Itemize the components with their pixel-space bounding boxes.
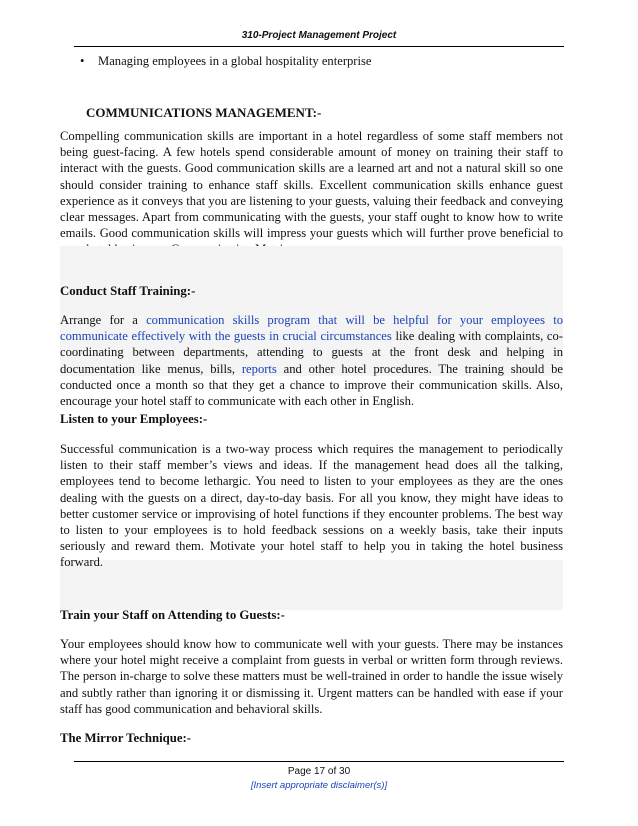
training-text-start: Arrange for a: [60, 313, 147, 327]
training-text-middle: like dealing with complaints, co-coordinating between departments, attending to guests at the front desk and helping in documentation like menus, bills,: [60, 329, 563, 376]
bullet-icon: •: [80, 54, 85, 68]
heading-mirror-technique: The Mirror Technique:-: [60, 731, 192, 745]
listen-paragraph: Successful communication is a two-way process which requires the management to periodically listen to their staff member’s views and ideas. If the management head does all the talking, employees tend to become lethargic. You need to listen to your employees as they are the ones dealing with the guests on a direct, day-to-day basis. For all you know, they might have ideas to better customer service or improvising of hotel functions if they encounter problems. The best way to listen to your employees is to hold feedback sessions on a weekly basis, take their inputs seriously and reward them. Motivate your hotel staff to help you in taking the hotel business forward.: [60, 442, 563, 570]
reports-link[interactable]: reports: [241, 361, 277, 376]
section-title-communications: COMMUNICATIONS MANAGEMENT:-: [86, 105, 322, 120]
communication-program-link[interactable]: communication skills program that will be helpful for your employees to communicate effectively with the guests in crucial circumstances: [60, 313, 563, 344]
bullet-text: Managing employees in a global hospitality enterprise: [98, 54, 372, 68]
heading-staff-training: Conduct Staff Training:-: [60, 284, 196, 298]
bullet-item: [80, 54, 372, 69]
page-number: Page 17 of 30: [287, 766, 351, 777]
footer-disclaimer: [Insert appropriate disclaimer(s)]: [250, 780, 388, 791]
training-paragraph: [60, 312, 563, 409]
communications-paragraph: Compelling communication skills are important in a hotel regardless of some staff members not being guest-facing. A few hotels spend considerable amount of money on training their staff to interact with the guests. Good communication skills are a learned art and not a natural skill so one should consider training to enhance staff skills. Excellent communication skills enhance guest experience as it conveys that you are listening to your guests, valuing their feedback and conveying clear messages. Apart from communicating with the guests, your staff ought to know how to write emails. Good communication skills will impress your guests which will further prove beneficial to: [60, 129, 563, 241]
heading-train-guests: Train your Staff on Attending to Guests:-: [60, 608, 285, 622]
page-header: 310-Project Management Project: [241, 30, 397, 41]
header-divider: [74, 46, 564, 47]
footer-divider: [74, 761, 564, 762]
training-text-end: and other hotel procedures. The training should be conducted once a month so that they get a chance to improve their communication skills. Also, encourage your hotel staff to communicate with each other in English.: [60, 361, 563, 409]
train-guests-paragraph: Your employees should know how to communicate well with your guests. There may be instances where your hotel might receive a complaint from guests in verbal or written form through reviews. The person in-charge to solve these matters must be well-trained in order to handle the issue wisely and subtly rather than ignoring it or dismissing it. Urgent matters can be handled with ease if your staff has good communication and behavioral skills.: [60, 637, 563, 716]
heading-listen-employees: Listen to your Employees:-: [60, 412, 208, 426]
